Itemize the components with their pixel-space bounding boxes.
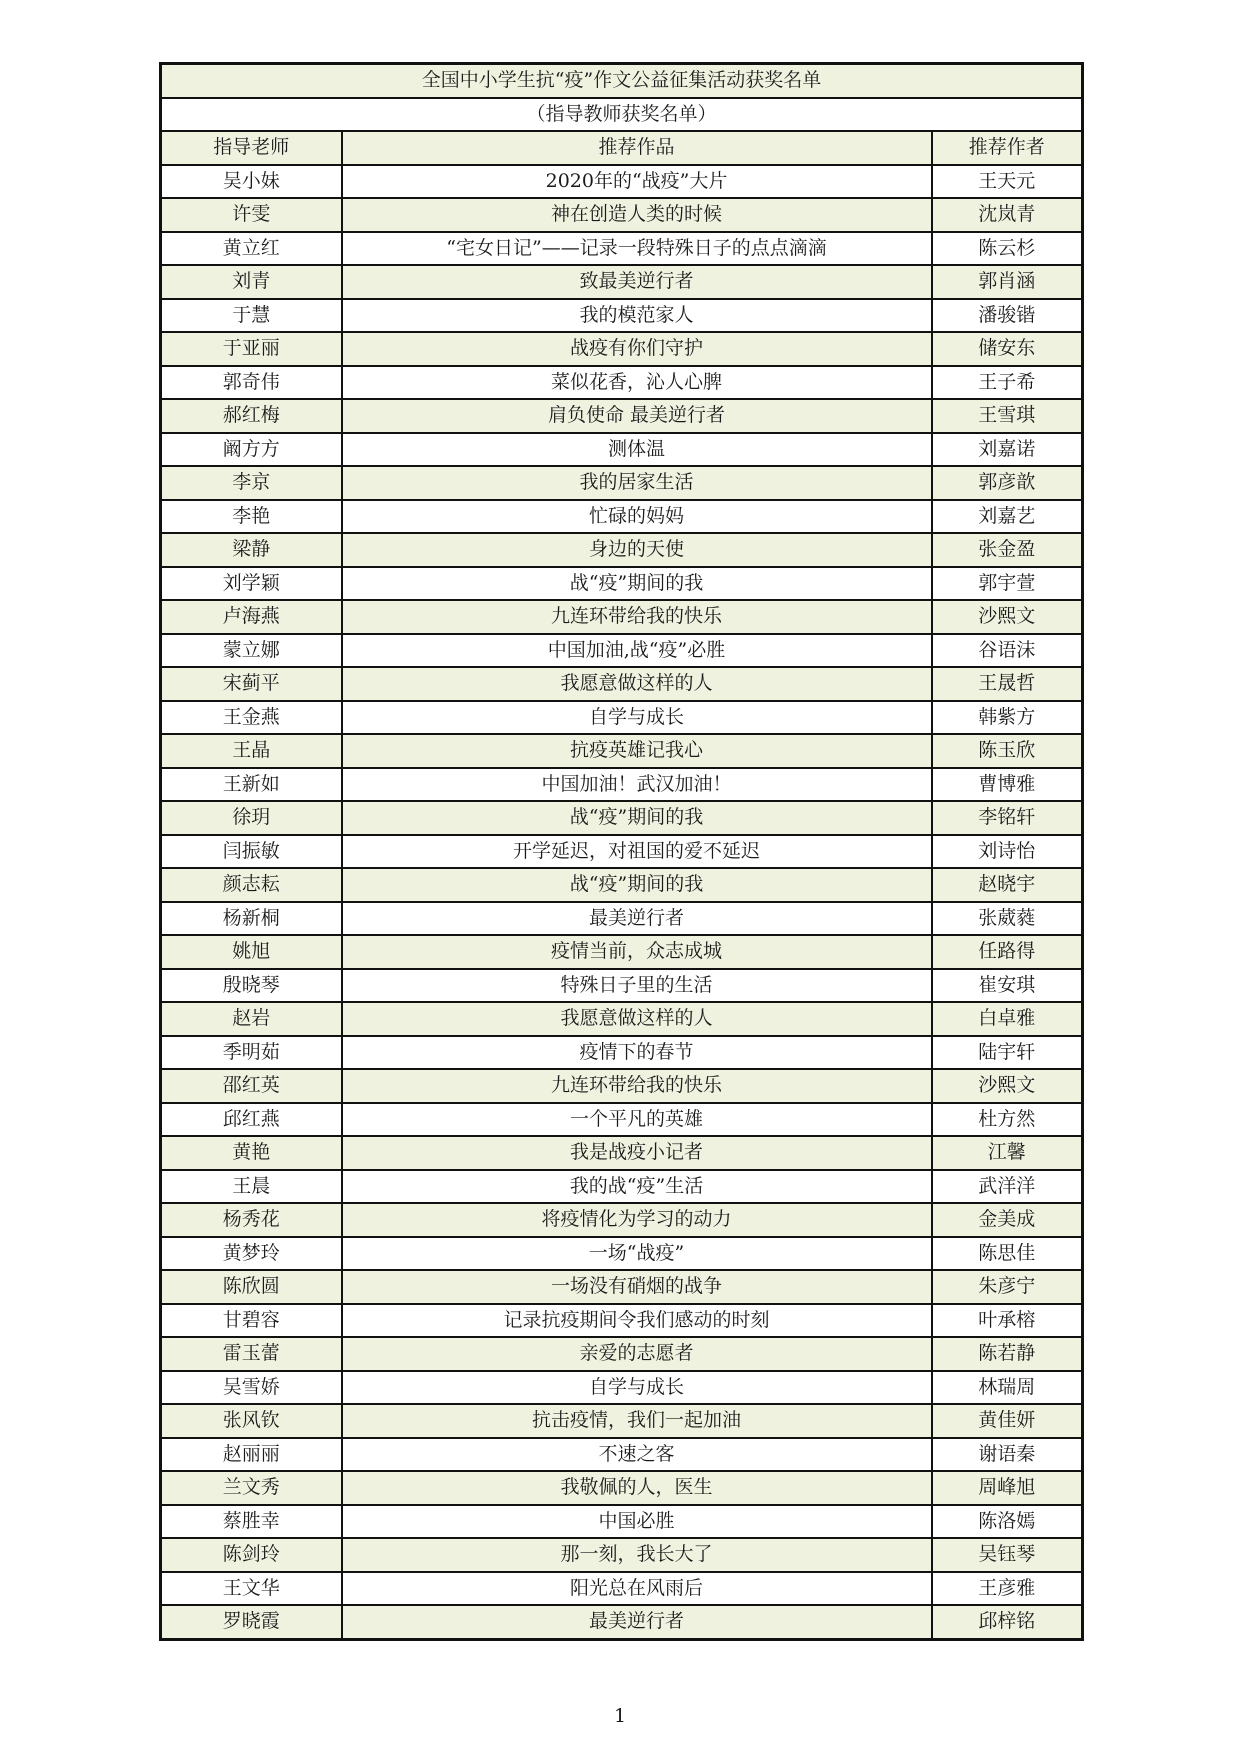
teacher-cell: 阚方方 bbox=[161, 433, 342, 467]
table-row bbox=[161, 634, 1083, 668]
table-row bbox=[161, 1170, 1083, 1204]
teacher-cell: 颜志耘 bbox=[161, 868, 342, 902]
table-title: 全国中小学生抗“疫”作文公益征集活动获奖名单 bbox=[161, 64, 1083, 98]
work-cell: 我的战“疫”生活 bbox=[342, 1170, 932, 1204]
teacher-cell: 兰文秀 bbox=[161, 1471, 342, 1505]
teacher-cell: 李艳 bbox=[161, 500, 342, 534]
author-cell: 王晟哲 bbox=[932, 667, 1083, 701]
teacher-cell: 蒙立娜 bbox=[161, 634, 342, 668]
table-row bbox=[161, 667, 1083, 701]
teacher-cell: 邵红英 bbox=[161, 1069, 342, 1103]
author-cell: 朱彦宁 bbox=[932, 1270, 1083, 1304]
table-row bbox=[161, 1036, 1083, 1070]
author-cell: 曹博雅 bbox=[932, 768, 1083, 802]
table-row bbox=[161, 701, 1083, 735]
award-table bbox=[159, 62, 1084, 1641]
author-cell: 郭肖涵 bbox=[932, 265, 1083, 299]
author-cell: 陈思佳 bbox=[932, 1237, 1083, 1271]
author-cell: 刘诗怡 bbox=[932, 835, 1083, 869]
author-cell: 赵晓宇 bbox=[932, 868, 1083, 902]
award-table-body bbox=[161, 64, 1083, 1640]
teacher-cell: 罗晓霞 bbox=[161, 1605, 342, 1639]
work-cell: 亲爱的志愿者 bbox=[342, 1337, 932, 1371]
header-teacher: 指导老师 bbox=[161, 131, 342, 165]
table-row bbox=[161, 265, 1083, 299]
author-cell: 叶承榕 bbox=[932, 1304, 1083, 1338]
teacher-cell: 闫振敏 bbox=[161, 835, 342, 869]
work-cell: 我愿意做这样的人 bbox=[342, 1002, 932, 1036]
work-cell: 记录抗疫期间令我们感动的时刻 bbox=[342, 1304, 932, 1338]
table-row bbox=[161, 1404, 1083, 1438]
author-cell: 白卓雅 bbox=[932, 1002, 1083, 1036]
table-row bbox=[161, 1203, 1083, 1237]
table-row bbox=[161, 399, 1083, 433]
author-cell: 江馨 bbox=[932, 1136, 1083, 1170]
teacher-cell: 许雯 bbox=[161, 198, 342, 232]
work-cell: 我是战疫小记者 bbox=[342, 1136, 932, 1170]
teacher-cell: 于亚丽 bbox=[161, 332, 342, 366]
author-cell: 谢语秦 bbox=[932, 1438, 1083, 1472]
teacher-cell: 邱红燕 bbox=[161, 1103, 342, 1137]
author-cell: 王雪琪 bbox=[932, 399, 1083, 433]
work-cell: 一场“战疫” bbox=[342, 1237, 932, 1271]
header-work: 推荐作品 bbox=[342, 131, 932, 165]
teacher-cell: 赵岩 bbox=[161, 1002, 342, 1036]
teacher-cell: 郝红梅 bbox=[161, 399, 342, 433]
author-cell: 任路得 bbox=[932, 935, 1083, 969]
author-cell: 陈若静 bbox=[932, 1337, 1083, 1371]
work-cell: 我的居家生活 bbox=[342, 466, 932, 500]
author-cell: 张葳蕤 bbox=[932, 902, 1083, 936]
table-row bbox=[161, 768, 1083, 802]
work-cell: 最美逆行者 bbox=[342, 1605, 932, 1639]
teacher-cell: 张风钦 bbox=[161, 1404, 342, 1438]
table-row bbox=[161, 1572, 1083, 1606]
teacher-cell: 姚旭 bbox=[161, 935, 342, 969]
work-cell: 抗疫英雄记我心 bbox=[342, 734, 932, 768]
work-cell: 九连环带给我的快乐 bbox=[342, 1069, 932, 1103]
author-cell: 周峰旭 bbox=[932, 1471, 1083, 1505]
teacher-cell: 杨新桐 bbox=[161, 902, 342, 936]
table-row bbox=[161, 969, 1083, 1003]
work-cell: 神在创造人类的时候 bbox=[342, 198, 932, 232]
author-cell: 刘嘉诺 bbox=[932, 433, 1083, 467]
work-cell: 不速之客 bbox=[342, 1438, 932, 1472]
table-row bbox=[161, 1538, 1083, 1572]
table-row bbox=[161, 1438, 1083, 1472]
table-row bbox=[161, 1103, 1083, 1137]
table-row bbox=[161, 1237, 1083, 1271]
author-cell: 李铭轩 bbox=[932, 801, 1083, 835]
author-cell: 崔安琪 bbox=[932, 969, 1083, 1003]
work-cell: 战“疫”期间的我 bbox=[342, 868, 932, 902]
table-row bbox=[161, 466, 1083, 500]
author-cell: 吴钰琴 bbox=[932, 1538, 1083, 1572]
table-row bbox=[161, 299, 1083, 333]
work-cell: 自学与成长 bbox=[342, 1371, 932, 1405]
work-cell: 特殊日子里的生活 bbox=[342, 969, 932, 1003]
table-row bbox=[161, 1605, 1083, 1639]
table-row bbox=[161, 198, 1083, 232]
teacher-cell: 赵丽丽 bbox=[161, 1438, 342, 1472]
work-cell: 一场没有硝烟的战争 bbox=[342, 1270, 932, 1304]
table-row bbox=[161, 1304, 1083, 1338]
teacher-cell: 甘碧容 bbox=[161, 1304, 342, 1338]
author-cell: 金美成 bbox=[932, 1203, 1083, 1237]
header-row bbox=[161, 131, 1083, 165]
table-row bbox=[161, 1270, 1083, 1304]
author-cell: 郭彦歆 bbox=[932, 466, 1083, 500]
author-cell: 陈玉欣 bbox=[932, 734, 1083, 768]
work-cell: 疫情当前，众志成城 bbox=[342, 935, 932, 969]
teacher-cell: 杨秀花 bbox=[161, 1203, 342, 1237]
teacher-cell: 季明茹 bbox=[161, 1036, 342, 1070]
table-subtitle: （指导教师获奖名单） bbox=[161, 98, 1083, 132]
subtitle-row bbox=[161, 98, 1083, 132]
teacher-cell: 王晶 bbox=[161, 734, 342, 768]
author-cell: 武洋洋 bbox=[932, 1170, 1083, 1204]
work-cell: 测体温 bbox=[342, 433, 932, 467]
table-row bbox=[161, 902, 1083, 936]
table-row bbox=[161, 1471, 1083, 1505]
teacher-cell: 陈剑玲 bbox=[161, 1538, 342, 1572]
teacher-cell: 于慧 bbox=[161, 299, 342, 333]
author-cell: 沙熙文 bbox=[932, 1069, 1083, 1103]
teacher-cell: 郭奇伟 bbox=[161, 366, 342, 400]
teacher-cell: 王新如 bbox=[161, 768, 342, 802]
work-cell: 将疫情化为学习的动力 bbox=[342, 1203, 932, 1237]
teacher-cell: 李京 bbox=[161, 466, 342, 500]
work-cell: 中国加油！武汉加油！ bbox=[342, 768, 932, 802]
table-row bbox=[161, 1371, 1083, 1405]
table-row bbox=[161, 332, 1083, 366]
table-row bbox=[161, 567, 1083, 601]
work-cell: 我敬佩的人，医生 bbox=[342, 1471, 932, 1505]
work-cell: 忙碌的妈妈 bbox=[342, 500, 932, 534]
teacher-cell: 王晨 bbox=[161, 1170, 342, 1204]
author-cell: 林瑞周 bbox=[932, 1371, 1083, 1405]
author-cell: 陈洛嫣 bbox=[932, 1505, 1083, 1539]
author-cell: 郭宇萱 bbox=[932, 567, 1083, 601]
teacher-cell: 刘青 bbox=[161, 265, 342, 299]
work-cell: 肩负使命 最美逆行者 bbox=[342, 399, 932, 433]
table-row bbox=[161, 1337, 1083, 1371]
teacher-cell: 黄艳 bbox=[161, 1136, 342, 1170]
work-cell: 战疫有你们守护 bbox=[342, 332, 932, 366]
author-cell: 谷语沫 bbox=[932, 634, 1083, 668]
table-row bbox=[161, 835, 1083, 869]
table-row bbox=[161, 868, 1083, 902]
table-row bbox=[161, 433, 1083, 467]
work-cell: 疫情下的春节 bbox=[342, 1036, 932, 1070]
work-cell: 战“疫”期间的我 bbox=[342, 567, 932, 601]
author-cell: 王彦雅 bbox=[932, 1572, 1083, 1606]
author-cell: 储安东 bbox=[932, 332, 1083, 366]
teacher-cell: 吴雪娇 bbox=[161, 1371, 342, 1405]
work-cell: 中国加油,战“疫”必胜 bbox=[342, 634, 932, 668]
author-cell: 王子希 bbox=[932, 366, 1083, 400]
page-number: 1 bbox=[613, 1705, 627, 1727]
author-cell: 张金盈 bbox=[932, 533, 1083, 567]
work-cell: 我的模范家人 bbox=[342, 299, 932, 333]
table-row bbox=[161, 500, 1083, 534]
work-cell: 致最美逆行者 bbox=[342, 265, 932, 299]
author-cell: 沈岚青 bbox=[932, 198, 1083, 232]
work-cell: 2020年的“战疫”大片 bbox=[342, 165, 932, 199]
author-cell: 潘骏锴 bbox=[932, 299, 1083, 333]
author-cell: 陈云杉 bbox=[932, 232, 1083, 266]
table-row bbox=[161, 533, 1083, 567]
work-cell: 抗击疫情，我们一起加油 bbox=[342, 1404, 932, 1438]
teacher-cell: 刘学颖 bbox=[161, 567, 342, 601]
author-cell: 王天元 bbox=[932, 165, 1083, 199]
table-row bbox=[161, 734, 1083, 768]
header-author: 推荐作者 bbox=[932, 131, 1083, 165]
work-cell: 菜似花香，沁人心脾 bbox=[342, 366, 932, 400]
work-cell: 阳光总在风雨后 bbox=[342, 1572, 932, 1606]
table-row bbox=[161, 1069, 1083, 1103]
author-cell: 邱梓铭 bbox=[932, 1605, 1083, 1639]
work-cell: 那一刻，我长大了 bbox=[342, 1538, 932, 1572]
teacher-cell: 徐玥 bbox=[161, 801, 342, 835]
work-cell: 身边的天使 bbox=[342, 533, 932, 567]
teacher-cell: 蔡胜幸 bbox=[161, 1505, 342, 1539]
work-cell: 战“疫”期间的我 bbox=[342, 801, 932, 835]
table-row bbox=[161, 801, 1083, 835]
teacher-cell: 宋蓟平 bbox=[161, 667, 342, 701]
table-row bbox=[161, 232, 1083, 266]
teacher-cell: 黄立红 bbox=[161, 232, 342, 266]
table-row bbox=[161, 1002, 1083, 1036]
work-cell: 自学与成长 bbox=[342, 701, 932, 735]
table-row bbox=[161, 366, 1083, 400]
work-cell: “宅女日记”——记录一段特殊日子的点点滴滴 bbox=[342, 232, 932, 266]
work-cell: 九连环带给我的快乐 bbox=[342, 600, 932, 634]
author-cell: 杜方然 bbox=[932, 1103, 1083, 1137]
title-row bbox=[161, 64, 1083, 98]
teacher-cell: 殷晓琴 bbox=[161, 969, 342, 1003]
author-cell: 沙熙文 bbox=[932, 600, 1083, 634]
work-cell: 最美逆行者 bbox=[342, 902, 932, 936]
table-row bbox=[161, 165, 1083, 199]
table-row bbox=[161, 1505, 1083, 1539]
author-cell: 韩紫方 bbox=[932, 701, 1083, 735]
teacher-cell: 王文华 bbox=[161, 1572, 342, 1606]
work-cell: 一个平凡的英雄 bbox=[342, 1103, 932, 1137]
table-row bbox=[161, 600, 1083, 634]
work-cell: 开学延迟，对祖国的爱不延迟 bbox=[342, 835, 932, 869]
teacher-cell: 吴小妹 bbox=[161, 165, 342, 199]
author-cell: 陆宇轩 bbox=[932, 1036, 1083, 1070]
teacher-cell: 梁静 bbox=[161, 533, 342, 567]
author-cell: 刘嘉艺 bbox=[932, 500, 1083, 534]
work-cell: 我愿意做这样的人 bbox=[342, 667, 932, 701]
author-cell: 黄佳妍 bbox=[932, 1404, 1083, 1438]
teacher-cell: 黄梦玲 bbox=[161, 1237, 342, 1271]
teacher-cell: 雷玉蕾 bbox=[161, 1337, 342, 1371]
table-row bbox=[161, 1136, 1083, 1170]
teacher-cell: 王金燕 bbox=[161, 701, 342, 735]
work-cell: 中国必胜 bbox=[342, 1505, 932, 1539]
teacher-cell: 卢海燕 bbox=[161, 600, 342, 634]
teacher-cell: 陈欣圆 bbox=[161, 1270, 342, 1304]
table-row bbox=[161, 935, 1083, 969]
